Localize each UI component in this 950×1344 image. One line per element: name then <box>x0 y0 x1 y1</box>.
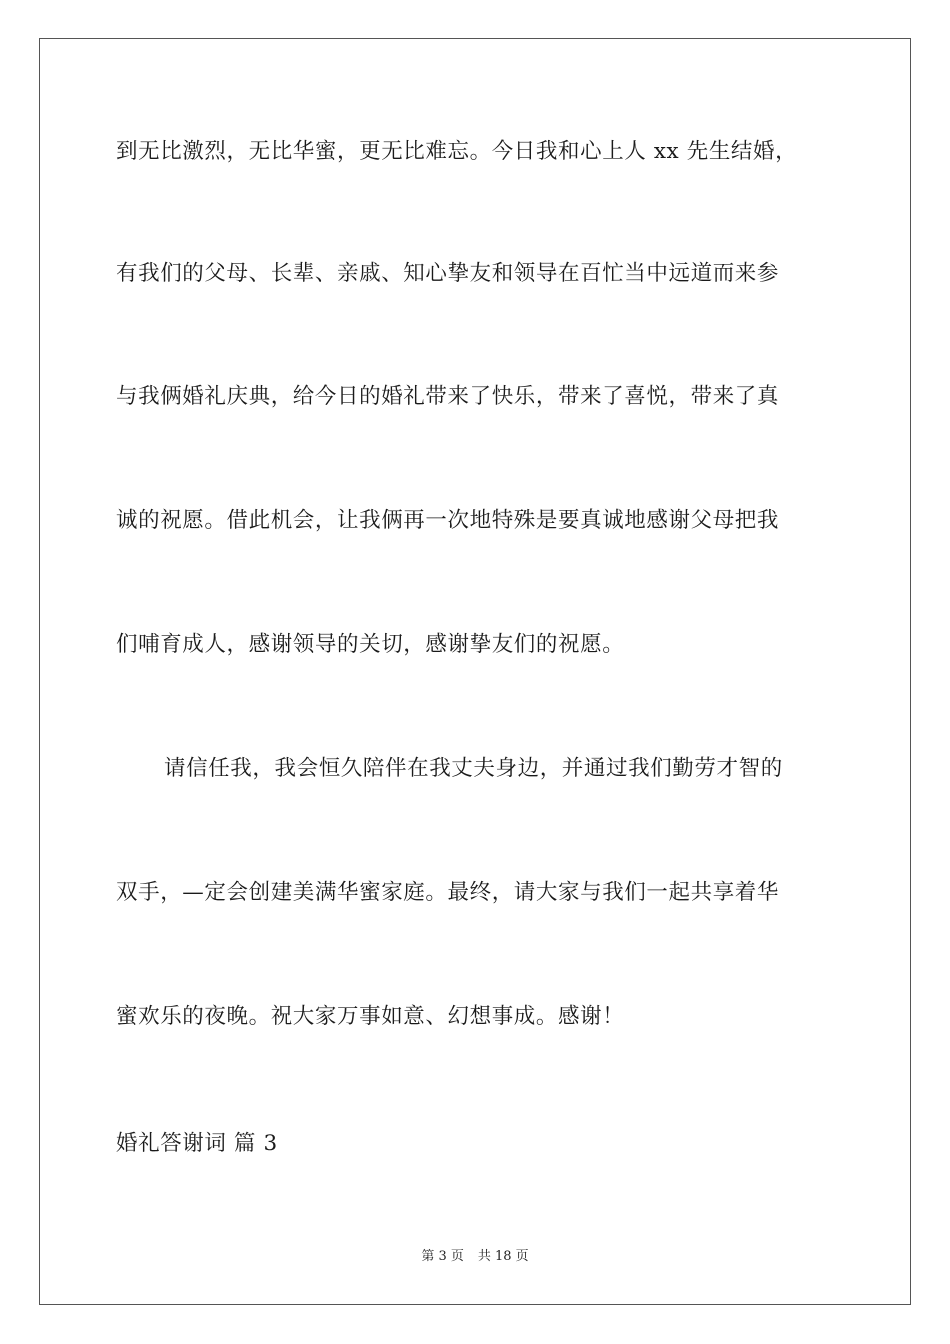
paragraph-line: 与我俩婚礼庆典，给今日的婚礼带来了快乐，带来了喜悦，带来了真 <box>116 384 780 409</box>
page-total: 共 18 页 <box>477 1249 529 1264</box>
paragraph-line: 诚的祝愿。借此机会，让我俩再一次地特殊是要真诚地感谢父母把我 <box>116 508 780 533</box>
page-footer <box>0 1248 950 1266</box>
paragraph-line: 有我们的父母、长辈、亲戚、知心挚友和领导在百忙当中远道而来参 <box>116 261 780 286</box>
page-border <box>39 38 911 1305</box>
page-number: 第 3 页 <box>421 1249 464 1264</box>
paragraph-line: 蜜欢乐的夜晚。祝大家万事如意、幻想事成。感谢！ <box>116 1004 625 1029</box>
paragraph-line: 们哺育成人，感谢领导的关切，感谢挚友们的祝愿。 <box>116 632 625 657</box>
paragraph-line: 到无比激烈，无比华蜜，更无比难忘。今日我和心上人 xx 先生结婚， <box>116 139 798 164</box>
paragraph-line: 双手，—定会创建美满华蜜家庭。最终，请大家与我们一起共享着华 <box>116 880 780 905</box>
section-heading: 婚礼答谢词 篇 3 <box>116 1131 278 1156</box>
paragraph-line-indented: 请信任我，我会恒久陪伴在我丈夫身边，并通过我们勤劳才智的 <box>164 756 783 781</box>
